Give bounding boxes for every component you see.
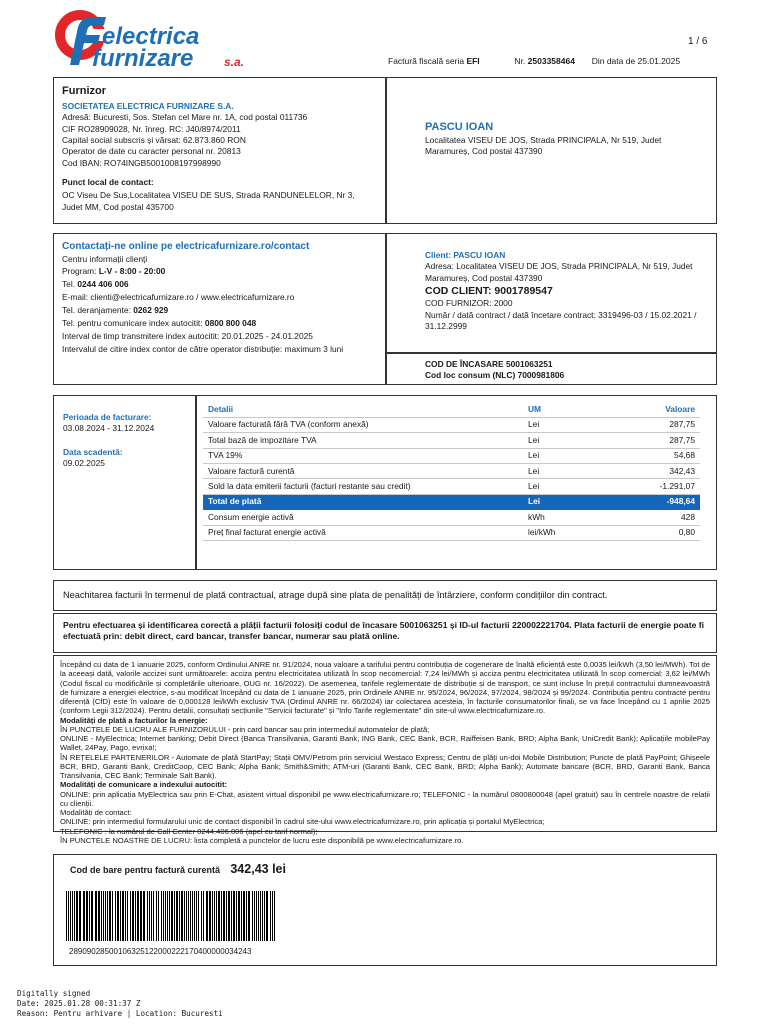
table-row <box>203 525 700 540</box>
client-title: Client: PASCU IOAN <box>425 250 506 260</box>
details-header-row <box>203 402 700 417</box>
barcode-box <box>53 854 717 966</box>
details-box <box>196 395 717 570</box>
barcode-bar <box>147 891 148 941</box>
barcode-bar <box>188 891 189 941</box>
barcode-bar <box>196 891 197 941</box>
barcode-bar <box>270 891 271 941</box>
info-paragraph: TELEFONIC : la numărul de Call Center 0244.406.006 (apel cu tarif normal); <box>60 826 318 836</box>
row-um: kWh <box>523 510 613 525</box>
info-paragraph: Începând cu data de 1 ianuarie 2025, conform Ordinului ANRE nr. 91/2024, noua valoare a tarifului pentru contribuția de cogenerare de înaltă eficiență este 0,0035 lei/kWh (3,50 lei/MWh). Tot de la aceeași dată, valorile accizei sunt următoarele: acciza pentru electricitatea utilizată în scop necomercial: 7,24 lei/MWh și acciza pentru electricitatea utilizată în scop comercial: 3,62 lei/MWh (Codul fiscal cu modificările și completările ulterioare, OUG nr. 16/2022). De asemenea, tarifele reglementate de distribuție și de transport, ce sunt incluse în prețul contractului dumneavoastră de furnizare a energiei electrice, s-au modificat începând cu data de 1 ianuarie 2025, prin Ordinele ANRE nr. 95/2024, 96/2024, 97/2024, 98/2024 și 99/2024. Contribuția pentru contracte pentru diferență (CfD) este în valoare de 0,000128 lei/kWh exclusiv TVA (Ordinul ANRE nr. 66/2024) iar colectarea acesteia, în facturile consumatorilor finali, se va face începând cu 1 aprilie 2025 (conform Legii 312/2024). Pentru detalii, consultați secțiunile "Servicii facturate" și "Info Tarife reglementate" din site-ul www.electricafurnizare.ro. <box>60 660 710 716</box>
barcode-bar <box>190 891 191 941</box>
signature-reason: Reason: Pentru arhivare | Location: Bucuresti <box>17 1008 223 1018</box>
row-label: TVA 19% <box>203 448 523 463</box>
barcode-bar <box>135 891 136 941</box>
client-box <box>386 233 717 353</box>
row-um: Lei <box>523 417 613 432</box>
payment-instructions-text: Pentru efectuarea și identificarea corectă a plății facturii folosiți codul de încasare 5001063251 și ID-ul facturii 220002221704. Plata facturii de energie poate fi efectuată prin: debit direct, card bancar, transfer bancar, numerar sau plată online. <box>63 620 704 642</box>
barcode-bar <box>254 891 255 941</box>
row-label: Preț final facturat energie activă <box>203 525 523 540</box>
client-code: COD CLIENT: 9001789547 <box>425 285 553 298</box>
electrica-logo <box>48 5 278 71</box>
barcode-bar <box>83 891 85 941</box>
recipient-address: Localitatea VISEU DE JOS, Strada PRINCIPALA, Nr 519, Judet Maramureș, Cod postal 437390 <box>425 134 662 157</box>
barcode-icon <box>64 891 314 941</box>
due-date-label: Data scadentă: <box>63 446 123 457</box>
period-label: Perioada de facturare: <box>63 412 152 422</box>
row-label: Total bază de impozitare TVA <box>203 433 523 448</box>
barcode-bar <box>223 891 225 941</box>
supplier-line: Cod IBAN: RO74INGB5001008197998990 <box>62 157 221 168</box>
barcode-bar <box>198 891 199 941</box>
table-row <box>203 433 700 448</box>
invoice-label: Factură fiscală seria <box>388 56 465 66</box>
barcode-bar <box>206 891 208 941</box>
barcode-bar <box>186 891 187 941</box>
row-label: Valoare facturată fără TVA (conform anexă) <box>203 417 523 432</box>
barcode-bar <box>194 891 195 941</box>
program-value: L-V - 8:00 - 20:00 <box>98 265 166 276</box>
late-payment-notice <box>53 580 717 611</box>
row-um: Lei <box>523 479 613 494</box>
barcode-bar <box>74 891 75 941</box>
row-um: Lei <box>523 464 613 479</box>
barcode-bar <box>241 891 242 941</box>
row-value: 0,80 <box>613 525 700 540</box>
barcode-bar <box>246 891 247 941</box>
barcode-bar <box>174 891 175 941</box>
barcode-bar <box>125 891 126 941</box>
barcode-bar <box>101 891 102 941</box>
barcode-bar <box>156 891 157 941</box>
local-contact-text: OC Viseu De Sus,Localitatea VISEU DE SUS, Strada RANDUNELELOR, Nr 3, Judet MM, Cod postal 435700 <box>62 190 355 212</box>
payment-code: COD DE ÎNCASARE 5001063251 <box>425 359 553 369</box>
total-label: Total de plată <box>203 494 523 509</box>
barcode-bar <box>214 891 215 941</box>
row-um: Lei <box>523 448 613 463</box>
invoice-nr-label: Nr. <box>514 56 526 66</box>
barcode-bar <box>120 891 121 941</box>
row-value: 342,43 <box>613 464 700 479</box>
barcode-bar <box>272 891 273 941</box>
barcode-bar <box>260 891 261 941</box>
row-um: Lei <box>523 433 613 448</box>
barcode-bar <box>231 891 232 941</box>
row-um: lei/kWh <box>523 525 613 540</box>
page-number: 1 / 6 <box>688 36 708 47</box>
supplier-code: COD FURNIZOR: 2000 <box>425 298 513 309</box>
info-paragraph: ÎN PUNCTELE DE LUCRU ALE FURNIZORULUI - prin card bancar sau prin intermediul automatelor de plată; <box>60 724 430 734</box>
index-phone-label: Tel. pentru comunicare index autocitit: <box>62 317 203 328</box>
signature-line: Digitally signed <box>17 989 91 998</box>
row-label: Valoare factură curentă <box>203 464 523 479</box>
recipient-name: PASCU IOAN <box>425 121 494 133</box>
info-paragraph: ÎN PUNCTELE NOASTRE DE LUCRU: lista completă a punctelor de lucru este disponibilă pe www.electricafurnizare.ro. <box>60 835 464 845</box>
index-interval: Interval de timp transmitere index autocitit: 20.01.2025 - 24.01.2025 <box>62 330 313 341</box>
barcode-bar <box>161 891 162 941</box>
barcode-bar <box>252 891 253 941</box>
barcode-bar <box>72 891 73 941</box>
contact-title: Contactați-ne online pe electricafurnizare.ro/contact <box>62 241 310 252</box>
barcode-bar <box>221 891 222 941</box>
table-row <box>203 448 700 463</box>
tel-label: Tel. <box>62 278 76 289</box>
barcode-bar <box>130 891 131 941</box>
barcode-bar <box>140 891 142 941</box>
barcode-bar <box>171 891 173 941</box>
row-value: -1.291,07 <box>613 479 700 494</box>
info-heading: Modalități de comunicare a indexului autocitit: <box>60 780 228 790</box>
barcode-bar <box>256 891 257 941</box>
barcode-bar <box>153 891 154 941</box>
barcode-bar <box>109 891 111 941</box>
contact-centre: Centru informații clienți <box>62 253 148 264</box>
total-value: -948,64 <box>613 494 700 509</box>
barcode-bar <box>105 891 106 941</box>
local-contact-title: Punct local de contact: <box>62 176 154 187</box>
barcode-bar <box>149 891 150 941</box>
total-row <box>203 494 700 509</box>
period-box <box>53 395 196 570</box>
consumption-place-code: Cod loc consum (NLC) 7000981806 <box>425 370 565 381</box>
due-date-value: 09.02.2025 <box>63 458 105 469</box>
barcode-bar <box>127 891 128 941</box>
supplier-line: CIF RO28909028, Nr. înreg. RC: J40/8974/2011 <box>62 123 241 134</box>
client-address: Adresa: Localitatea VISEU DE JOS, Strada PRINCIPALA, Nr 519, Judet Maramureș, Cod postal 437390 <box>425 261 693 283</box>
info-heading: Modalități de contact: <box>60 808 132 817</box>
barcode-label: Cod de bare pentru factură curentă <box>70 865 221 875</box>
table-row <box>203 479 700 494</box>
barcode-bar <box>117 891 119 941</box>
barcode-bar <box>112 891 113 941</box>
digital-signature <box>17 989 223 1019</box>
row-value: 54,68 <box>613 448 700 463</box>
payment-code-box <box>386 353 717 385</box>
barcode-bar <box>91 891 93 941</box>
info-box <box>53 655 717 845</box>
barcode-bar <box>203 891 204 941</box>
supplier-line: Operator de date cu caracter personal nr. 20813 <box>62 146 241 157</box>
info-paragraph: ONLINE: prin intermediul formularului unic de contact disponibil în cadrul site-ului www.electricafurnizare.ro, prin aplicația și portalul MyElectrica; <box>60 817 545 827</box>
contract-info: Număr / dată contract / dată încetare contract: 3319496-03 / 15.02.2021 / 31.12.2999 <box>425 309 697 331</box>
barcode-bar <box>243 891 245 941</box>
barcode-bar <box>98 891 100 941</box>
info-heading: Modalități de plată a facturilor la energie: <box>60 715 208 725</box>
deranj-value: 0262 929 <box>133 304 169 315</box>
period-value: 03.08.2024 - 31.12.2024 <box>63 423 155 434</box>
invoice-series: EFI <box>466 56 480 66</box>
signature-date: Date: 2025.01.28 00:31:37 Z <box>17 998 141 1008</box>
barcode-bar <box>132 891 134 941</box>
barcode-amount: 342,43 lei <box>230 862 286 876</box>
logo-line2: furnizare <box>92 45 194 71</box>
barcode-bar <box>264 891 265 941</box>
barcode-bar <box>228 891 230 941</box>
col-header-details: Detalii <box>203 402 523 417</box>
barcode-bar <box>89 891 90 941</box>
barcode-bar <box>79 891 81 941</box>
barcode-bar <box>169 891 170 941</box>
recipient-box <box>386 77 717 224</box>
barcode-digits: 28909028500106325122000222170400000034243 <box>69 947 252 956</box>
supplier-box <box>53 77 386 224</box>
info-paragraph: ONLINE - MyElectrica; Internet banking; Debit Direct (Banca Transilvania, Garanti Bank, ING Bank, CEC Bank, BCR, Raiffeisen Bank, BRD; Alpha Bank, UniCredit Bank); Aplicațiile mobilePay Wallet, 24Pay, Pago, evrixa!; <box>60 734 710 753</box>
barcode-bar <box>122 891 124 941</box>
invoice-header <box>388 56 680 67</box>
program-label: Program: <box>62 265 97 276</box>
details-table <box>203 402 700 541</box>
row-value: 428 <box>613 510 700 525</box>
logo-mark-icon <box>48 5 278 71</box>
table-row <box>203 417 700 432</box>
barcode-bar <box>262 891 263 941</box>
barcode-bar <box>218 891 220 941</box>
barcode-bar <box>201 891 202 941</box>
row-value: 287,75 <box>613 433 700 448</box>
barcode-bar <box>68 891 69 941</box>
barcode-bar <box>258 891 259 941</box>
row-label: Sold la data emiterii facturii (facturi restante sau credit) <box>203 479 523 494</box>
barcode-bar <box>165 891 166 941</box>
barcode-bar <box>167 891 168 941</box>
index-phone-value: 0800 800 048 <box>204 317 257 328</box>
invoice-number: 2503358464 <box>527 56 575 66</box>
barcode-bar <box>192 891 193 941</box>
reading-interval: Intervalul de citire index contor de către operator distribuție: maximum 3 luni <box>62 343 344 354</box>
info-paragraph: ONLINE: prin aplicația MyElectrica sau prin E-Chat, asistent virtual disponibil pe www.electricafurnizare.ro; TELEFONIC - la numărul 0800800048 (apel gratuit) sau în centrele noastre de relații cu clienții. <box>60 789 710 808</box>
logo-line1: electrica <box>102 23 200 50</box>
table-row <box>203 464 700 479</box>
row-label: Consum energie activă <box>203 510 523 525</box>
info-paragraph: ÎN REȚELELE PARTENERILOR - Automate de plată StartPay; Stații OMV/Petrom prin serviciul Westaco Express; Centru de plăți un-doi Mobile Distribution; Puncte de plată PayPoint; Ghișeele BCR, BRD, Garanti Bank, CreditCoop, CEC Bank; Alpha Bank; Smith&Smith; ATM-uri (Garanti Bank, CEC Bank, BRD; Alpha Bank); Automate bancare (BCR, BRD, Garanti Bank, Banca Transilvania, CEC Bank; Terminale Salt Bank). <box>60 752 710 780</box>
supplier-company: SOCIETATEA ELECTRICA FURNIZARE S.A. <box>62 100 234 111</box>
barcode-bar <box>143 891 145 941</box>
barcode-bar <box>266 891 268 941</box>
supplier-line: Adresă: Bucuresti, Sos. Stefan cel Mare nr. 1A, cod postal 011736 <box>62 112 308 123</box>
barcode-bar <box>103 891 104 941</box>
supplier-title: Furnizor <box>62 85 106 97</box>
barcode-bar <box>212 891 213 941</box>
supplier-line: Capital social subscris și vărsat: 62.873.860 RON <box>62 134 246 145</box>
barcode-bar <box>115 891 116 941</box>
late-payment-text: Neachitarea facturii în termenul de plată contractual, atrage după sine plata de penalități de întârziere, conform condițiilor din contract. <box>63 590 608 600</box>
barcode-bar <box>179 891 180 941</box>
barcode-bar <box>236 891 237 941</box>
barcode-bar <box>181 891 183 941</box>
contact-email: E-mail: clienti@electricafurnizare.ro / www.electricafurnizare.ro <box>62 291 295 302</box>
barcode-bar <box>274 891 275 941</box>
tel-value: 0244 406 006 <box>77 278 129 289</box>
barcode-bar <box>86 891 88 941</box>
table-row <box>203 510 700 525</box>
barcode-bar <box>233 891 235 941</box>
col-header-um: UM <box>523 402 613 417</box>
barcode-bar <box>70 891 71 941</box>
barcode-bar <box>158 891 159 941</box>
barcode-bar <box>226 891 227 941</box>
barcode-bar <box>76 891 78 941</box>
barcode-bar <box>66 891 67 941</box>
barcode-bar <box>107 891 108 941</box>
row-value: 287,75 <box>613 417 700 432</box>
barcode-bar <box>209 891 211 941</box>
barcode-bar <box>151 891 152 941</box>
total-um: Lei <box>523 494 613 509</box>
barcode-bar <box>216 891 217 941</box>
barcode-bar <box>248 891 250 941</box>
contact-box <box>53 233 386 385</box>
invoice-date: Din data de 25.01.2025 <box>591 56 681 66</box>
deranj-label: Tel. deranjamente: <box>62 304 131 315</box>
barcode-bar <box>137 891 139 941</box>
barcode-bar <box>238 891 240 941</box>
barcode-bar <box>163 891 164 941</box>
logo-suffix: s.a. <box>224 55 245 69</box>
col-header-value: Valoare <box>613 402 700 417</box>
payment-instructions-box <box>53 613 717 653</box>
barcode-bar <box>184 891 185 941</box>
barcode-bar <box>176 891 178 941</box>
barcode-bar <box>95 891 97 941</box>
